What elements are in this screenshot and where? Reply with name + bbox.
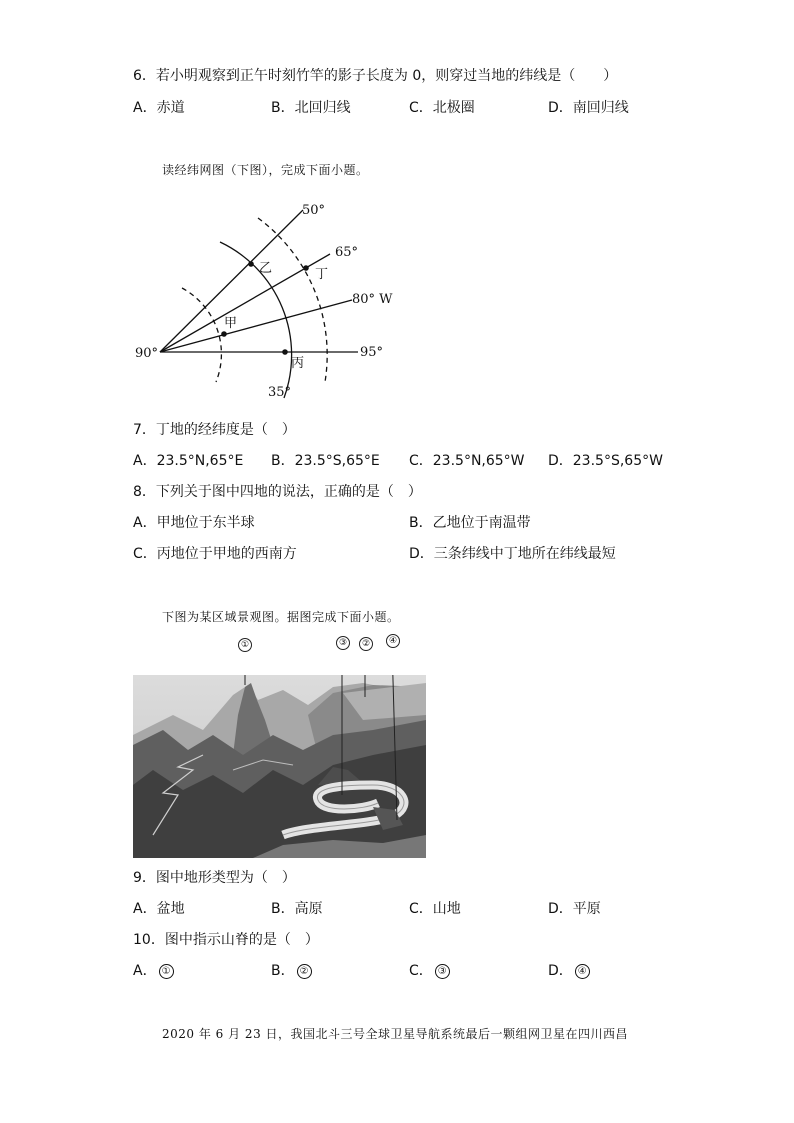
q6-option-c: C．北极圈 (409, 100, 475, 116)
q10-option-d (548, 961, 590, 981)
label-ding: 丁 (315, 267, 329, 282)
q10-option-c-letter: C． (409, 963, 433, 979)
q10-stem: 10．图中指示山脊的是（ ） (133, 932, 319, 948)
photo-label-3: ③ (336, 636, 350, 650)
landscape-photo (133, 675, 426, 858)
label-lat-35: 35° (268, 385, 292, 400)
meridian-80 (160, 300, 352, 352)
graticule-diagram (130, 196, 430, 401)
q7-option-c: C．23.5°N,65°W (409, 453, 525, 469)
label-lon-80: 80° W (352, 292, 393, 307)
q9-option-c: C．山地 (409, 901, 461, 917)
photo-label-1: ① (238, 638, 252, 652)
q8-stem: 8．下列关于图中四地的说法，正确的是（ ） (133, 484, 422, 500)
q10-option-a-mark: ① (159, 964, 174, 979)
q10-option-d-letter: D． (548, 963, 573, 979)
q6-option-d: D．南回归线 (548, 100, 629, 116)
label-jia: 甲 (224, 316, 238, 331)
label-bing: 丙 (291, 356, 305, 371)
q10-option-a (133, 961, 174, 981)
q9-option-b: B．高原 (271, 901, 323, 917)
q10-option-b (271, 961, 312, 981)
q10-option-b-mark: ② (297, 964, 312, 979)
label-lat-90: 90° (135, 346, 159, 361)
q6-stem: 6．若小明观察到正午时刻竹竿的影子长度为 0，则穿过当地的纬线是（ ） (133, 68, 618, 84)
q9-option-a: A．盆地 (133, 901, 185, 917)
q8-option-d: D．三条纬线中丁地所在纬线最短 (409, 546, 616, 562)
q7-option-d: D．23.5°S,65°W (548, 453, 663, 469)
q8-option-b: B．乙地位于南温带 (409, 515, 531, 531)
q10-option-c-mark: ③ (435, 964, 450, 979)
label-lon-95: 95° (360, 345, 384, 360)
q7-stem: 7．丁地的经纬度是（ ） (133, 422, 296, 438)
point-yi (248, 261, 254, 267)
q8-option-c: C．丙地位于甲地的西南方 (133, 546, 297, 562)
q7-option-a: A．23.5°N,65°E (133, 453, 244, 469)
photo-label-4: ④ (386, 634, 400, 648)
q6-option-b: B．北回归线 (271, 100, 351, 116)
q8-option-a: A．甲地位于东半球 (133, 515, 255, 531)
parallel-inner-dashed (182, 288, 221, 382)
q10-option-b-letter: B． (271, 963, 295, 979)
q10-option-c (409, 961, 450, 981)
intro-beidou: 2020 年 6 月 23 日，我国北斗三号全球卫星导航系统最后一颗组网卫星在四川西昌 (162, 1027, 629, 1041)
intro-landscape: 下图为某区域景观图。据图完成下面小题。 (162, 610, 400, 624)
q10-option-d-mark: ④ (575, 964, 590, 979)
label-yi: 乙 (259, 261, 273, 276)
label-lon-65: 65° (335, 245, 359, 260)
q9-option-d: D．平原 (548, 901, 601, 917)
q9-stem: 9．图中地形类型为（ ） (133, 870, 296, 886)
point-bing (282, 349, 288, 355)
label-lon-50: 50° (302, 203, 326, 218)
point-ding (303, 265, 309, 271)
point-jia (221, 331, 227, 337)
photo-label-2: ② (359, 637, 373, 651)
q10-option-a-letter: A． (133, 963, 157, 979)
intro-graticule: 读经纬网图（下图），完成下面小题。 (162, 163, 369, 177)
q7-option-b: B．23.5°S,65°E (271, 453, 380, 469)
q6-option-a: A．赤道 (133, 100, 185, 116)
